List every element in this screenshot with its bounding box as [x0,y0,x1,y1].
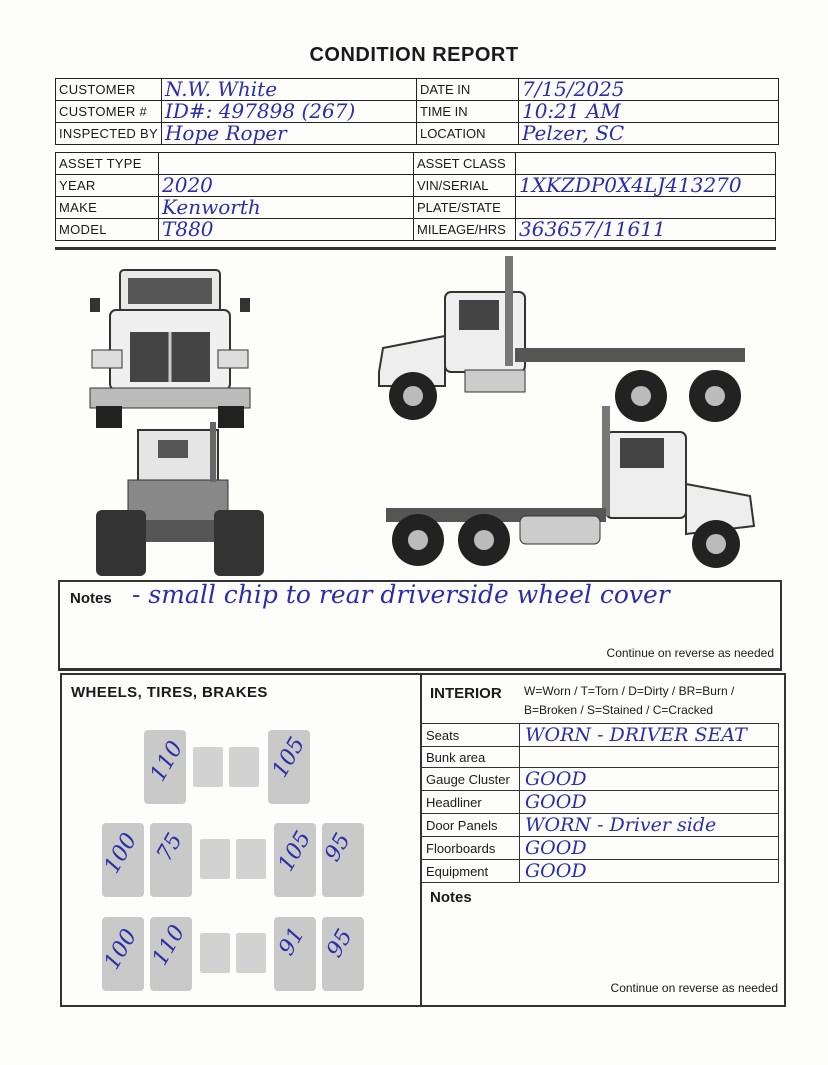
reading-rear-left-outer: 100 [99,925,143,974]
interior-notes-area[interactable] [424,911,780,977]
door-panels-label: Door Panels [421,814,520,837]
time-in-label: TIME IN [416,101,518,123]
gauge-cluster-field[interactable]: GOOD [520,768,779,791]
inspected-by-label: INSPECTED BY [56,123,162,145]
floorboards-label: Floorboards [421,837,520,860]
make-field[interactable]: Kenworth [159,197,414,219]
customer-number-field[interactable]: ID#: 497898 (267) [161,101,416,123]
bunk-area-label: Bunk area [421,747,520,768]
wheels-tires-brakes-panel [60,673,422,1007]
time-in-field[interactable]: 10:21 AM [518,101,778,123]
asset-info-table [55,152,776,241]
notes-panel[interactable] [58,580,782,670]
gauge-cluster-label: Gauge Cluster [421,768,520,791]
axle-hub [236,839,266,879]
interior-panel [420,673,786,1007]
asset-type-field[interactable] [159,153,414,175]
equipment-field[interactable]: GOOD [520,860,779,883]
customer-label: CUSTOMER [56,79,162,101]
customer-info-table [55,78,779,145]
reading-mid-left-inner: 75 [152,829,188,866]
location-field[interactable]: Pelzer, SC [518,123,778,145]
truck-rear-view-image [92,420,270,580]
year-label: YEAR [56,175,159,197]
mileage-hrs-field[interactable]: 363657/11611 [516,219,776,241]
axle-hub [200,933,230,973]
divider [55,247,776,250]
axle-hub [229,747,259,787]
floorboards-field[interactable]: GOOD [520,837,779,860]
reading-front-right: 105 [267,733,311,782]
bunk-area-field[interactable] [520,747,779,768]
interior-continue-text: Continue on reverse as needed [610,981,778,995]
reading-rear-left-inner: 110 [147,921,191,970]
truck-right-side-image [380,404,760,572]
interior-legend-line2: B=Broken / S=Stained / C=Cracked [524,703,714,717]
axle-hub [193,747,223,787]
reading-mid-right-outer: 95 [320,829,356,866]
asset-class-label: ASSET CLASS [414,153,516,175]
notes-continue-text: Continue on reverse as needed [606,646,774,660]
mileage-hrs-label: MILEAGE/HRS [414,219,516,241]
interior-legend-line1: W=Worn / T=Torn / D=Dirty / BR=Burn / [524,684,735,698]
plate-state-field[interactable] [516,197,776,219]
notes-text: - small chip to rear driverside wheel cover [132,580,670,609]
headliner-field[interactable]: GOOD [520,791,779,814]
asset-class-field[interactable] [516,153,776,175]
reading-front-left: 110 [145,737,189,786]
make-label: MAKE [56,197,159,219]
model-label: MODEL [56,219,159,241]
location-label: LOCATION [416,123,518,145]
date-in-label: DATE IN [416,79,518,101]
inspected-by-field[interactable]: Hope Roper [161,123,416,145]
seats-label: Seats [421,724,520,747]
interior-heading: INTERIOR [430,685,502,702]
reading-mid-right-inner: 105 [273,827,317,876]
customer-field[interactable]: N.W. White [161,79,416,101]
axle-hub [200,839,230,879]
vin-serial-label: VIN/SERIAL [414,175,516,197]
plate-state-label: PLATE/STATE [414,197,516,219]
axle-hub [236,933,266,973]
asset-type-label: ASSET TYPE [56,153,159,175]
date-in-field[interactable]: 7/15/2025 [518,79,778,101]
customer-number-label: CUSTOMER # [56,101,162,123]
notes-label: Notes [70,590,112,607]
interior-notes-label: Notes [430,889,472,906]
divider [58,668,782,671]
reading-rear-right-inner: 91 [274,923,310,960]
equipment-label: Equipment [421,860,520,883]
interior-table [420,723,779,883]
page-title: CONDITION REPORT [309,44,519,66]
reading-mid-left-outer: 100 [99,829,143,878]
wheels-heading: WHEELS, TIRES, BRAKES [71,684,268,701]
reading-rear-right-outer: 95 [322,925,358,962]
headliner-label: Headliner [421,791,520,814]
truck-left-side-image [375,252,755,424]
vin-serial-field[interactable]: 1XKZDP0X4LJ413270 [516,175,776,197]
truck-front-view-image [88,262,253,430]
model-field[interactable]: T880 [159,219,414,241]
seats-field[interactable]: WORN - DRIVER SEAT [520,724,779,747]
year-field[interactable]: 2020 [159,175,414,197]
door-panels-field[interactable]: WORN - Driver side [520,814,779,837]
